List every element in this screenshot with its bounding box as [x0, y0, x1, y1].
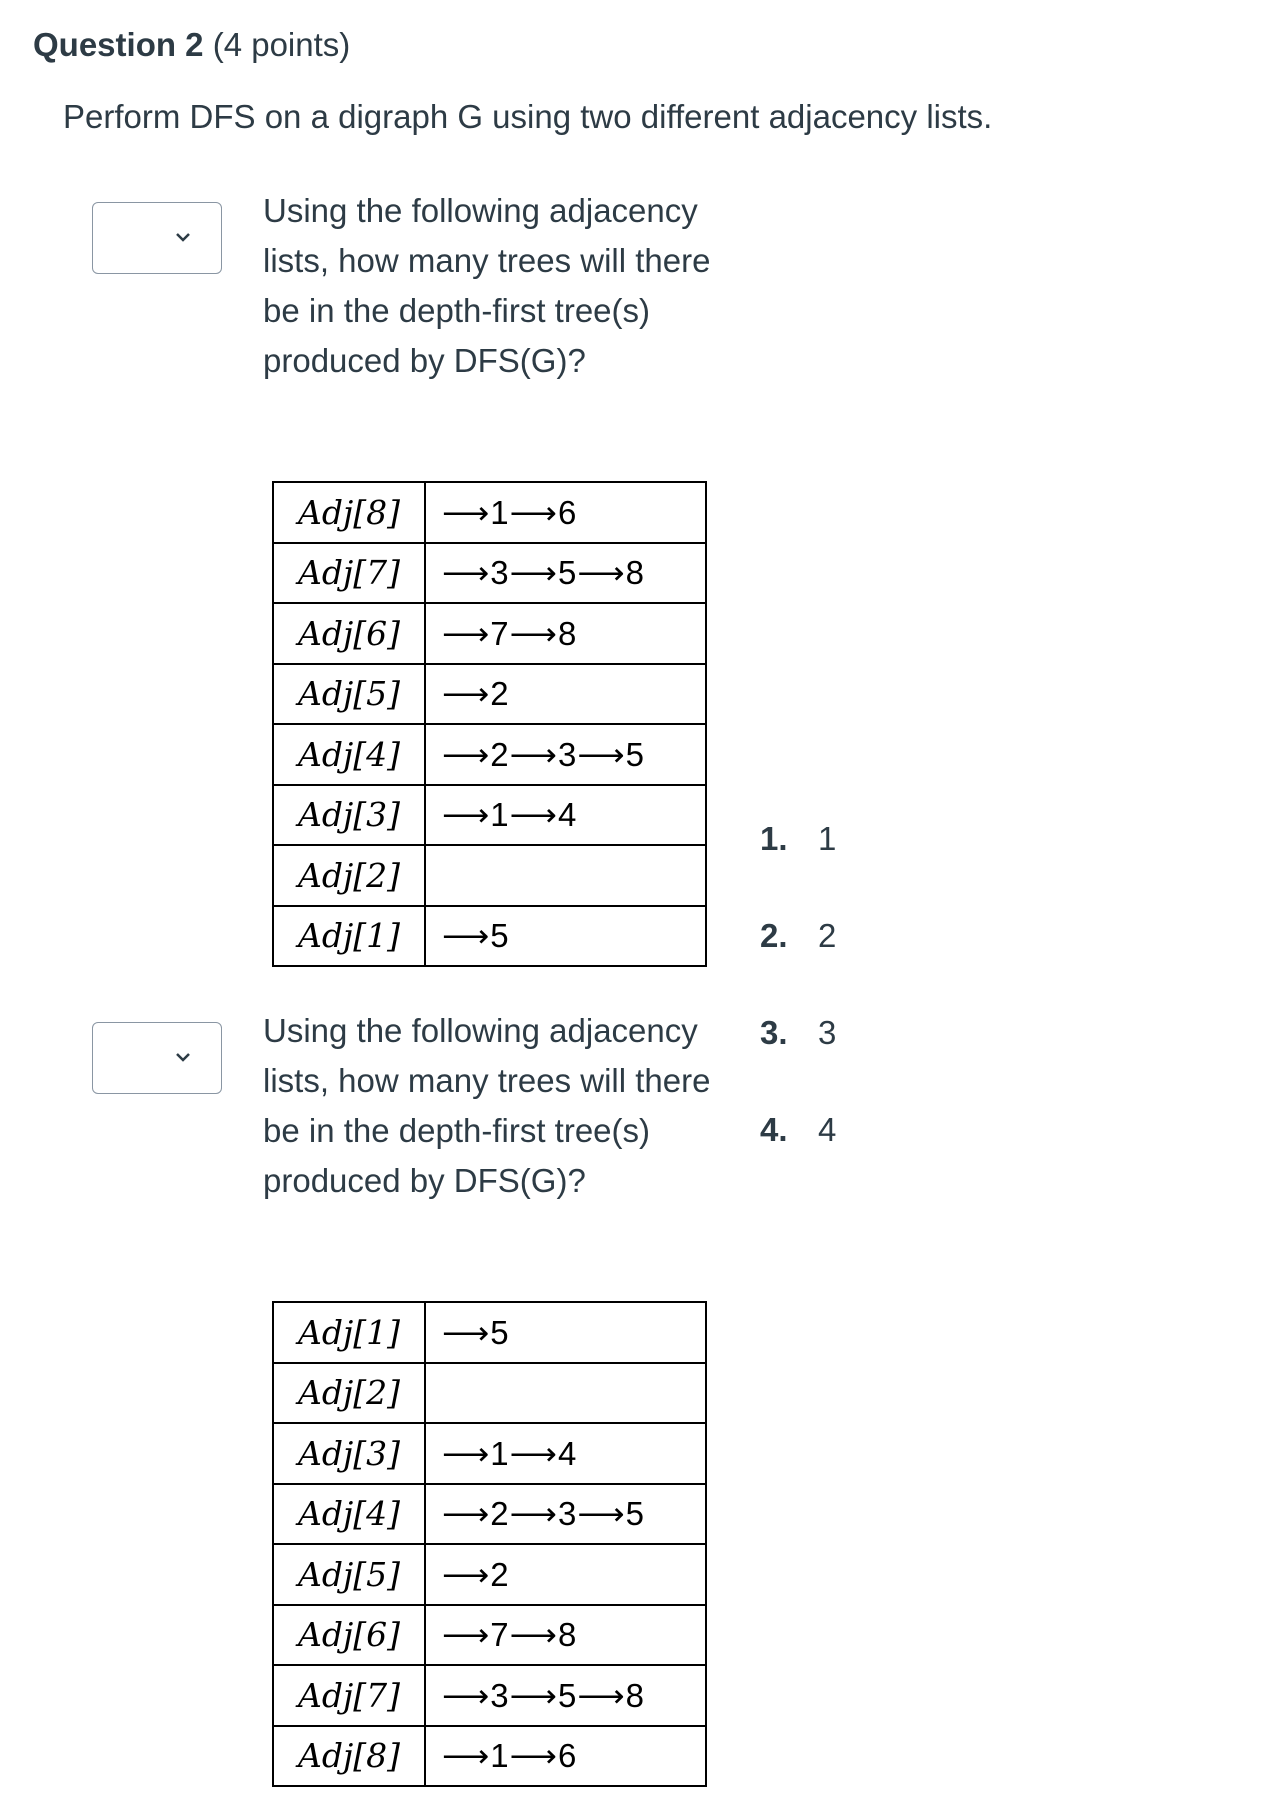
adj-key: Adj[1] [273, 906, 425, 967]
table-row [273, 1302, 706, 1363]
table-row [273, 1665, 706, 1726]
choice-label: 3 [818, 1014, 837, 1051]
table-row [273, 845, 706, 906]
question-title [33, 26, 350, 64]
answer-select-2[interactable] [92, 1022, 222, 1094]
question-number: Question 2 [33, 26, 204, 63]
adj-key: Adj[8] [273, 1726, 425, 1787]
question-prompt: Perform DFS on a digraph G using two different adjacency lists. [63, 98, 993, 135]
adj-key: Adj[3] [273, 1423, 425, 1484]
adj-key: Adj[8] [273, 482, 425, 543]
choice-label: 1 [818, 820, 837, 857]
adj-value: ⟶3⟶5⟶8 [425, 543, 706, 604]
table-row [273, 724, 706, 785]
choice-item [760, 1111, 836, 1208]
adj-key: Adj[7] [273, 1665, 425, 1726]
answer-choices [760, 820, 836, 1208]
adj-value: ⟶5 [425, 1302, 706, 1363]
adj-key: Adj[7] [273, 543, 425, 604]
table-row [273, 1726, 706, 1787]
adj-value: ⟶1⟶6 [425, 1726, 706, 1787]
chevron-down-icon [175, 1049, 191, 1065]
adjacency-table-2 [272, 1301, 707, 1787]
adj-value: ⟶2⟶3⟶5 [425, 1484, 706, 1545]
question-points: (4 points) [212, 26, 351, 63]
table-row [273, 1484, 706, 1545]
adj-key: Adj[2] [273, 845, 425, 906]
adj-value: ⟶1⟶4 [425, 785, 706, 846]
table-row [273, 1423, 706, 1484]
adj-key: Adj[3] [273, 785, 425, 846]
adj-value: ⟶5 [425, 906, 706, 967]
table-row [273, 603, 706, 664]
choice-label: 2 [818, 917, 837, 954]
adj-key: Adj[4] [273, 1484, 425, 1545]
table-row [273, 1363, 706, 1424]
adj-value: ⟶2 [425, 664, 706, 725]
adj-value: ⟶1⟶6 [425, 482, 706, 543]
adj-key: Adj[6] [273, 603, 425, 664]
adj-key: Adj[4] [273, 724, 425, 785]
table-row [273, 664, 706, 725]
choice-number: 2. [760, 917, 788, 954]
item-2-text: Using the following adjacency lists, how many trees will there be in the depth-first tree(s) produced by DFS(G)? [263, 1012, 711, 1199]
adj-value [425, 845, 706, 906]
table-row [273, 482, 706, 543]
choice-number: 3. [760, 1014, 788, 1051]
adj-value: ⟶2 [425, 1544, 706, 1605]
adj-value: ⟶7⟶8 [425, 603, 706, 664]
table-row [273, 1544, 706, 1605]
adj-value [425, 1363, 706, 1424]
table-row [273, 543, 706, 604]
adj-key: Adj[6] [273, 1605, 425, 1666]
adj-value: ⟶1⟶4 [425, 1423, 706, 1484]
adj-key: Adj[5] [273, 1544, 425, 1605]
table-row [273, 1605, 706, 1666]
adj-value: ⟶7⟶8 [425, 1605, 706, 1666]
table-row [273, 906, 706, 967]
choice-item [760, 917, 836, 1014]
choice-item [760, 820, 836, 917]
answer-select-1[interactable] [92, 202, 222, 274]
table-row [273, 785, 706, 846]
adj-key: Adj[2] [273, 1363, 425, 1424]
item-1-text: Using the following adjacency lists, how many trees will there be in the depth-first tree(s) produced by DFS(G)? [263, 192, 711, 379]
adjacency-table-1 [272, 481, 707, 967]
choice-label: 4 [818, 1111, 837, 1148]
choice-item [760, 1014, 836, 1111]
adj-value: ⟶3⟶5⟶8 [425, 1665, 706, 1726]
choice-number: 1. [760, 820, 788, 857]
chevron-down-icon [175, 229, 191, 245]
adj-key: Adj[5] [273, 664, 425, 725]
adj-key: Adj[1] [273, 1302, 425, 1363]
choice-number: 4. [760, 1111, 788, 1148]
adj-value: ⟶2⟶3⟶5 [425, 724, 706, 785]
